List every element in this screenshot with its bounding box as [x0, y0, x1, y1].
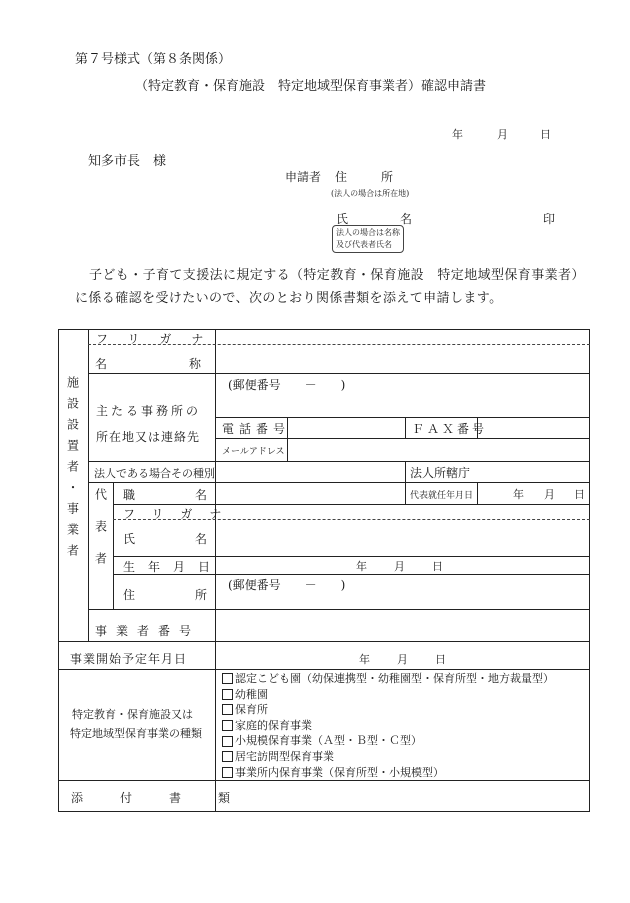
label-facility-type-2: 特定地域型保育事業の種類 [70, 727, 202, 740]
label-office-1: 主たる事務所の [96, 404, 202, 418]
table-rule [405, 417, 406, 438]
checkbox[interactable] [222, 767, 233, 778]
label-operator-number: 事業者番号 [95, 624, 201, 638]
facility-option[interactable] [222, 765, 554, 781]
checkbox[interactable] [222, 720, 233, 731]
label-rep-address: 住所 [123, 588, 268, 602]
date-year: 年 [452, 128, 463, 141]
rep-postal-code: (郵便番号 － ) [228, 578, 346, 592]
label-start-date: 事業開始予定年月日 [70, 652, 188, 666]
facility-option[interactable] [222, 687, 554, 703]
label-rep-furigana: フリガナ [123, 507, 239, 521]
facility-option[interactable] [222, 671, 554, 687]
table-rule [477, 482, 478, 504]
name-note-line-2: 及び代表者氏名 [336, 240, 392, 249]
applicant-label: 申請者 [285, 170, 322, 184]
label-phone: 電話番号 [222, 422, 291, 436]
facility-option-label: 幼稚園 [235, 687, 268, 701]
table-rule [58, 641, 590, 642]
document-title: （特定教育・保育施設 特定地域型保育事業者）確認申請書 [135, 79, 487, 94]
checkbox[interactable] [222, 689, 233, 700]
label-fax: ＦＡＸ番号 [412, 422, 488, 436]
facility-option-label: 保育所 [235, 703, 268, 717]
table-rule [58, 669, 590, 670]
birth-month: 月 [394, 560, 405, 573]
application-statement: 子ども・子育て支援法に規定する（特定教育・保育施設 特定地域型保育事業者）に係る確認を受けたいので、次のとおり関係書類を添えて申請します。 [75, 268, 585, 306]
seal-mark: 印 [543, 212, 556, 226]
start-date-month: 月 [397, 653, 408, 666]
date-month: 月 [497, 128, 508, 141]
label-furigana: フリガナ [96, 332, 224, 346]
facility-options [222, 671, 554, 780]
name-note-line-1: 法人の場合は名称 [336, 228, 400, 237]
date-day: 日 [540, 128, 551, 141]
table-rule [215, 417, 590, 418]
table-rule [88, 461, 590, 462]
facility-option-label: 事業所内保育事業（保育所型・小規模型） [235, 765, 444, 779]
facility-option[interactable] [222, 702, 554, 718]
table-rule [88, 373, 590, 374]
addressee: 知多市長 様 [88, 154, 167, 169]
applicant-address-note: (法人の場合は所在地) [331, 189, 410, 198]
side-label-text: 施設設置者・事業者 [65, 376, 80, 565]
checkbox[interactable] [222, 704, 233, 715]
start-date-day: 日 [435, 653, 446, 666]
office-postal-code: (郵便番号 － ) [228, 378, 346, 392]
facility-option[interactable] [222, 718, 554, 734]
facility-option[interactable] [222, 749, 554, 765]
applicant-address-label: 住所 [335, 170, 428, 184]
side-label-operator [60, 376, 86, 596]
label-corp-type: 法人である場合その種別 [94, 467, 215, 480]
rep-side-text: 代表者 [93, 488, 108, 584]
rep-date-month: 月 [544, 488, 555, 501]
label-facility-type-1: 特定教育・保育施設又は [72, 708, 193, 721]
label-rep-date: 代表就任年月日 [410, 491, 474, 501]
birth-day: 日 [432, 560, 443, 573]
table-rule [215, 438, 590, 439]
facility-option-label: 認定こども園（幼保連携型・幼稚園型・保育所型・地方裁量型） [235, 672, 554, 685]
applicant-name-label: 氏名 [336, 212, 465, 226]
birth-year: 年 [356, 560, 367, 573]
side-label-representative [89, 488, 113, 603]
table-rule [113, 482, 114, 609]
checkbox[interactable] [222, 751, 233, 762]
facility-option-label: 小規模保育事業（Ａ型・Ｂ型・Ｃ型） [235, 734, 422, 748]
label-rep-name: 氏名 [123, 532, 268, 546]
rep-date-year: 年 [513, 488, 524, 501]
label-email: メールアドレス [222, 447, 285, 457]
label-name: 名称 [95, 357, 284, 371]
label-birth: 生年月日 [123, 560, 224, 574]
applicant-name-note [332, 225, 404, 253]
label-attachments: 添付書類 [71, 791, 268, 805]
rep-date-day: 日 [574, 488, 585, 501]
facility-option-label: 居宅訪問型保育事業 [235, 749, 334, 763]
label-corp-office: 法人所轄庁 [410, 466, 471, 480]
table-rule [88, 482, 590, 483]
label-office-2: 所在地又は連絡先 [96, 430, 201, 444]
table-rule [113, 556, 590, 557]
facility-option[interactable] [222, 733, 554, 749]
checkbox[interactable] [222, 736, 233, 747]
start-date-year: 年 [359, 653, 370, 666]
checkbox[interactable] [222, 673, 233, 684]
form-number: 第７号様式（第８条関係） [75, 52, 232, 67]
table-rule [88, 609, 590, 610]
label-position: 職名 [123, 488, 268, 502]
facility-option-label: 家庭的保育事業 [235, 718, 312, 732]
